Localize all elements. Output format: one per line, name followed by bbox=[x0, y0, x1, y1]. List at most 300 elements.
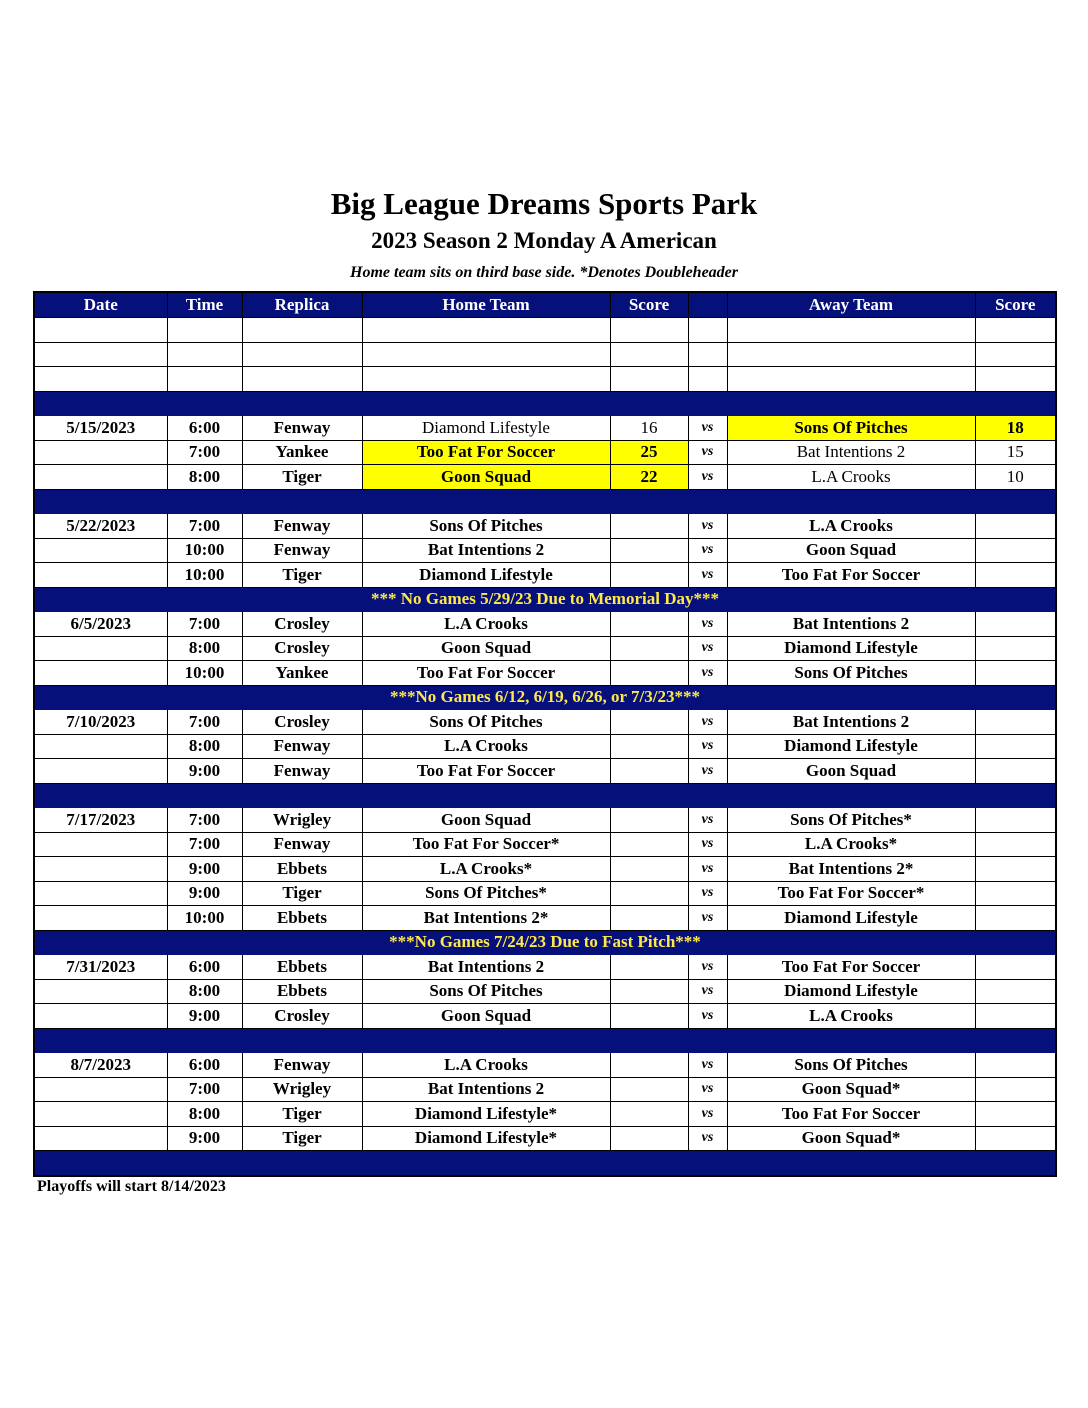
col-home-score: Score bbox=[610, 292, 688, 318]
away-team: Too Fat For Soccer bbox=[727, 955, 975, 980]
game-time: 10:00 bbox=[167, 563, 242, 588]
vs-label: vs bbox=[688, 808, 727, 833]
home-team: Bat Intentions 2 bbox=[362, 538, 610, 563]
home-score bbox=[610, 538, 688, 563]
game-time: 7:00 bbox=[167, 808, 242, 833]
game-time: 9:00 bbox=[167, 881, 242, 906]
home-team: Sons Of Pitches bbox=[362, 710, 610, 735]
game-replica: Yankee bbox=[242, 661, 362, 686]
vs-label: vs bbox=[688, 832, 727, 857]
game-time: 6:00 bbox=[167, 1053, 242, 1078]
game-date bbox=[34, 1077, 167, 1102]
game-row bbox=[34, 1004, 1056, 1029]
game-time: 8:00 bbox=[167, 1102, 242, 1127]
game-replica: Fenway bbox=[242, 734, 362, 759]
separator-cell bbox=[242, 1151, 362, 1176]
game-replica: Fenway bbox=[242, 538, 362, 563]
no-games-notice: ***No Games 6/12, 6/19, 6/26, or 7/3/23*** bbox=[34, 685, 1056, 710]
separator-cell bbox=[975, 783, 1056, 808]
game-replica: Tiger bbox=[242, 563, 362, 588]
vs-label: vs bbox=[688, 1126, 727, 1151]
game-date bbox=[34, 465, 167, 490]
away-score bbox=[975, 661, 1056, 686]
vs-label: vs bbox=[688, 1102, 727, 1127]
home-team: L.A Crooks bbox=[362, 1053, 610, 1078]
away-team: Diamond Lifestyle bbox=[727, 979, 975, 1004]
separator-cell bbox=[34, 489, 167, 514]
separator-cell bbox=[242, 489, 362, 514]
game-time: 6:00 bbox=[167, 955, 242, 980]
vs-label: vs bbox=[688, 514, 727, 539]
separator-cell bbox=[242, 1028, 362, 1053]
separator-cell bbox=[362, 1028, 610, 1053]
away-team: L.A Crooks bbox=[727, 514, 975, 539]
home-score bbox=[610, 979, 688, 1004]
home-score bbox=[610, 661, 688, 686]
game-date: 8/7/2023 bbox=[34, 1053, 167, 1078]
game-date: 6/5/2023 bbox=[34, 612, 167, 637]
separator-cell bbox=[610, 391, 688, 416]
separator-row bbox=[34, 1151, 1056, 1176]
empty-cell bbox=[688, 342, 727, 367]
game-date bbox=[34, 1004, 167, 1029]
page-title: Big League Dreams Sports Park bbox=[330, 186, 758, 221]
empty-cell bbox=[362, 318, 610, 343]
separator-cell bbox=[167, 783, 242, 808]
game-replica: Tiger bbox=[242, 881, 362, 906]
vs-label: vs bbox=[688, 734, 727, 759]
game-row bbox=[34, 514, 1056, 539]
game-row bbox=[34, 661, 1056, 686]
away-team: Goon Squad bbox=[727, 538, 975, 563]
away-score bbox=[975, 1077, 1056, 1102]
game-date bbox=[34, 881, 167, 906]
game-row bbox=[34, 1053, 1056, 1078]
empty-cell bbox=[362, 367, 610, 392]
blank-row bbox=[34, 367, 1056, 392]
game-replica: Crosley bbox=[242, 636, 362, 661]
game-date bbox=[34, 979, 167, 1004]
home-score: 22 bbox=[610, 465, 688, 490]
separator-cell bbox=[167, 1151, 242, 1176]
away-score bbox=[975, 881, 1056, 906]
empty-cell bbox=[975, 367, 1056, 392]
no-games-notice: *** No Games 5/29/23 Due to Memorial Day*** bbox=[34, 587, 1056, 612]
separator-cell bbox=[362, 1151, 610, 1176]
home-team: Diamond Lifestyle* bbox=[362, 1126, 610, 1151]
empty-cell bbox=[610, 318, 688, 343]
away-team: L.A Crooks bbox=[727, 465, 975, 490]
separator-row bbox=[34, 685, 1056, 710]
game-time: 7:00 bbox=[167, 710, 242, 735]
empty-cell bbox=[727, 342, 975, 367]
home-score bbox=[610, 636, 688, 661]
empty-cell bbox=[34, 342, 167, 367]
home-team: Diamond Lifestyle* bbox=[362, 1102, 610, 1127]
away-score bbox=[975, 1004, 1056, 1029]
home-score bbox=[610, 955, 688, 980]
game-time: 7:00 bbox=[167, 514, 242, 539]
vs-label: vs bbox=[688, 661, 727, 686]
col-away-score: Score bbox=[975, 292, 1056, 318]
home-score: 16 bbox=[610, 416, 688, 441]
away-team: Sons Of Pitches* bbox=[727, 808, 975, 833]
vs-label: vs bbox=[688, 906, 727, 931]
game-time: 10:00 bbox=[167, 538, 242, 563]
away-team: Sons Of Pitches bbox=[727, 1053, 975, 1078]
game-time: 8:00 bbox=[167, 636, 242, 661]
game-row bbox=[34, 465, 1056, 490]
home-team: Goon Squad bbox=[362, 1004, 610, 1029]
home-team: L.A Crooks* bbox=[362, 857, 610, 882]
game-date: 5/22/2023 bbox=[34, 514, 167, 539]
game-date bbox=[34, 661, 167, 686]
game-date bbox=[34, 1102, 167, 1127]
away-score bbox=[975, 906, 1056, 931]
separator-cell bbox=[242, 391, 362, 416]
empty-cell bbox=[34, 318, 167, 343]
away-score bbox=[975, 636, 1056, 661]
home-team: Too Fat For Soccer bbox=[362, 661, 610, 686]
blank-row bbox=[34, 342, 1056, 367]
page-subtitle: 2023 Season 2 Monday A American bbox=[371, 228, 717, 253]
away-team: L.A Crooks bbox=[727, 1004, 975, 1029]
game-replica: Fenway bbox=[242, 514, 362, 539]
game-date bbox=[34, 832, 167, 857]
game-time: 8:00 bbox=[167, 734, 242, 759]
empty-cell bbox=[167, 367, 242, 392]
away-team: Diamond Lifestyle bbox=[727, 734, 975, 759]
separator-row bbox=[34, 783, 1056, 808]
vs-label: vs bbox=[688, 979, 727, 1004]
game-time: 6:00 bbox=[167, 416, 242, 441]
vs-label: vs bbox=[688, 465, 727, 490]
empty-cell bbox=[975, 318, 1056, 343]
game-row bbox=[34, 1126, 1056, 1151]
vs-label: vs bbox=[688, 1004, 727, 1029]
game-date bbox=[34, 1126, 167, 1151]
home-team: L.A Crooks bbox=[362, 734, 610, 759]
game-time: 10:00 bbox=[167, 661, 242, 686]
separator-cell bbox=[688, 1151, 727, 1176]
home-score bbox=[610, 857, 688, 882]
separator-row bbox=[34, 1028, 1056, 1053]
away-score: 15 bbox=[975, 440, 1056, 465]
away-score bbox=[975, 808, 1056, 833]
game-row bbox=[34, 563, 1056, 588]
empty-cell bbox=[688, 318, 727, 343]
game-replica: Ebbets bbox=[242, 955, 362, 980]
separator-cell bbox=[34, 1151, 167, 1176]
separator-cell bbox=[167, 489, 242, 514]
game-replica: Tiger bbox=[242, 1102, 362, 1127]
game-replica: Fenway bbox=[242, 832, 362, 857]
home-score bbox=[610, 612, 688, 637]
vs-label: vs bbox=[688, 538, 727, 563]
home-score bbox=[610, 514, 688, 539]
game-replica: Crosley bbox=[242, 1004, 362, 1029]
separator-cell bbox=[34, 391, 167, 416]
game-time: 7:00 bbox=[167, 440, 242, 465]
separator-cell bbox=[362, 391, 610, 416]
game-replica: Fenway bbox=[242, 1053, 362, 1078]
away-score bbox=[975, 759, 1056, 784]
home-score bbox=[610, 1004, 688, 1029]
separator-cell bbox=[688, 783, 727, 808]
game-date bbox=[34, 734, 167, 759]
home-score bbox=[610, 832, 688, 857]
col-replica: Replica bbox=[242, 292, 362, 318]
game-date bbox=[34, 636, 167, 661]
game-replica: Ebbets bbox=[242, 857, 362, 882]
separator-cell bbox=[167, 1028, 242, 1053]
separator-cell bbox=[362, 783, 610, 808]
away-team: Goon Squad* bbox=[727, 1077, 975, 1102]
col-home-team: Home Team bbox=[362, 292, 610, 318]
game-row bbox=[34, 857, 1056, 882]
home-team: Sons Of Pitches* bbox=[362, 881, 610, 906]
home-score bbox=[610, 1077, 688, 1102]
game-replica: Wrigley bbox=[242, 808, 362, 833]
game-replica: Tiger bbox=[242, 1126, 362, 1151]
away-score bbox=[975, 1126, 1056, 1151]
empty-cell bbox=[610, 342, 688, 367]
away-team: Bat Intentions 2* bbox=[727, 857, 975, 882]
game-date: 7/10/2023 bbox=[34, 710, 167, 735]
home-team: Goon Squad bbox=[362, 808, 610, 833]
col-away-team: Away Team bbox=[727, 292, 975, 318]
game-row bbox=[34, 832, 1056, 857]
col-date: Date bbox=[34, 292, 167, 318]
col-vs bbox=[688, 292, 727, 318]
empty-cell bbox=[242, 342, 362, 367]
game-time: 7:00 bbox=[167, 1077, 242, 1102]
away-score bbox=[975, 710, 1056, 735]
game-replica: Fenway bbox=[242, 416, 362, 441]
game-row bbox=[34, 734, 1056, 759]
empty-cell bbox=[688, 367, 727, 392]
game-date: 7/17/2023 bbox=[34, 808, 167, 833]
game-time: 7:00 bbox=[167, 612, 242, 637]
home-team: Bat Intentions 2 bbox=[362, 955, 610, 980]
game-time: 9:00 bbox=[167, 1004, 242, 1029]
game-row bbox=[34, 955, 1056, 980]
separator-cell bbox=[610, 1151, 688, 1176]
game-row bbox=[34, 538, 1056, 563]
away-score bbox=[975, 734, 1056, 759]
separator-row bbox=[34, 391, 1056, 416]
away-team: Bat Intentions 2 bbox=[727, 612, 975, 637]
vs-label: vs bbox=[688, 612, 727, 637]
no-games-notice: ***No Games 7/24/23 Due to Fast Pitch*** bbox=[34, 930, 1056, 955]
game-date bbox=[34, 906, 167, 931]
vs-label: vs bbox=[688, 440, 727, 465]
home-score bbox=[610, 1126, 688, 1151]
separator-cell bbox=[727, 391, 975, 416]
game-replica: Ebbets bbox=[242, 906, 362, 931]
home-score bbox=[610, 808, 688, 833]
game-date bbox=[34, 857, 167, 882]
game-time: 8:00 bbox=[167, 979, 242, 1004]
home-team: Too Fat For Soccer* bbox=[362, 832, 610, 857]
game-date bbox=[34, 563, 167, 588]
home-team: Sons Of Pitches bbox=[362, 514, 610, 539]
home-team: Diamond Lifestyle bbox=[362, 563, 610, 588]
away-team: Sons Of Pitches bbox=[727, 661, 975, 686]
game-date bbox=[34, 759, 167, 784]
game-time: 8:00 bbox=[167, 465, 242, 490]
empty-cell bbox=[727, 318, 975, 343]
away-score bbox=[975, 979, 1056, 1004]
game-date: 5/15/2023 bbox=[34, 416, 167, 441]
schedule-table bbox=[33, 291, 1057, 1177]
home-team: Goon Squad bbox=[362, 465, 610, 490]
game-replica: Crosley bbox=[242, 710, 362, 735]
vs-label: vs bbox=[688, 857, 727, 882]
game-row bbox=[34, 881, 1056, 906]
vs-label: vs bbox=[688, 955, 727, 980]
game-replica: Fenway bbox=[242, 759, 362, 784]
separator-cell bbox=[688, 489, 727, 514]
home-score: 25 bbox=[610, 440, 688, 465]
blank-row bbox=[34, 318, 1056, 343]
game-replica: Ebbets bbox=[242, 979, 362, 1004]
home-score bbox=[610, 1102, 688, 1127]
separator-cell bbox=[610, 783, 688, 808]
empty-cell bbox=[727, 367, 975, 392]
away-score bbox=[975, 955, 1056, 980]
game-time: 7:00 bbox=[167, 832, 242, 857]
empty-cell bbox=[242, 318, 362, 343]
home-team: Too Fat For Soccer bbox=[362, 440, 610, 465]
away-score bbox=[975, 612, 1056, 637]
home-team: Bat Intentions 2* bbox=[362, 906, 610, 931]
header-row bbox=[34, 292, 1056, 318]
empty-cell bbox=[167, 318, 242, 343]
game-time: 9:00 bbox=[167, 857, 242, 882]
home-score bbox=[610, 734, 688, 759]
game-row bbox=[34, 636, 1056, 661]
game-replica: Crosley bbox=[242, 612, 362, 637]
home-score bbox=[610, 759, 688, 784]
schedule-body bbox=[34, 318, 1056, 1176]
home-score bbox=[610, 906, 688, 931]
home-team: Bat Intentions 2 bbox=[362, 1077, 610, 1102]
game-replica: Tiger bbox=[242, 465, 362, 490]
vs-label: vs bbox=[688, 881, 727, 906]
home-team: Diamond Lifestyle bbox=[362, 416, 610, 441]
away-score bbox=[975, 832, 1056, 857]
vs-label: vs bbox=[688, 563, 727, 588]
game-row bbox=[34, 416, 1056, 441]
away-score bbox=[975, 857, 1056, 882]
away-score bbox=[975, 538, 1056, 563]
separator-cell bbox=[242, 783, 362, 808]
game-row bbox=[34, 1077, 1056, 1102]
empty-cell bbox=[362, 342, 610, 367]
empty-cell bbox=[34, 367, 167, 392]
away-score bbox=[975, 563, 1056, 588]
game-date: 7/31/2023 bbox=[34, 955, 167, 980]
away-team: L.A Crooks* bbox=[727, 832, 975, 857]
separator-cell bbox=[167, 391, 242, 416]
game-replica: Yankee bbox=[242, 440, 362, 465]
separator-cell bbox=[975, 1151, 1056, 1176]
playoffs-note: Playoffs will start 8/14/2023 bbox=[37, 1178, 226, 1195]
away-team: Diamond Lifestyle bbox=[727, 906, 975, 931]
game-time: 10:00 bbox=[167, 906, 242, 931]
game-row bbox=[34, 710, 1056, 735]
separator-cell bbox=[727, 489, 975, 514]
separator-cell bbox=[34, 783, 167, 808]
separator-row bbox=[34, 587, 1056, 612]
separator-cell bbox=[727, 1151, 975, 1176]
separator-cell bbox=[34, 1028, 167, 1053]
vs-label: vs bbox=[688, 1053, 727, 1078]
empty-cell bbox=[610, 367, 688, 392]
game-replica: Wrigley bbox=[242, 1077, 362, 1102]
separator-cell bbox=[688, 1028, 727, 1053]
game-row bbox=[34, 808, 1056, 833]
home-team: Too Fat For Soccer bbox=[362, 759, 610, 784]
separator-row bbox=[34, 489, 1056, 514]
empty-cell bbox=[242, 367, 362, 392]
separator-cell bbox=[727, 1028, 975, 1053]
home-team: Goon Squad bbox=[362, 636, 610, 661]
away-score bbox=[975, 514, 1056, 539]
game-row bbox=[34, 1102, 1056, 1127]
separator-cell bbox=[975, 391, 1056, 416]
vs-label: vs bbox=[688, 1077, 727, 1102]
away-team: Sons Of Pitches bbox=[727, 416, 975, 441]
game-time: 9:00 bbox=[167, 1126, 242, 1151]
away-team: Goon Squad* bbox=[727, 1126, 975, 1151]
home-score bbox=[610, 881, 688, 906]
vs-label: vs bbox=[688, 416, 727, 441]
away-team: Too Fat For Soccer bbox=[727, 1102, 975, 1127]
vs-label: vs bbox=[688, 636, 727, 661]
away-team: Too Fat For Soccer* bbox=[727, 881, 975, 906]
away-team: Bat Intentions 2 bbox=[727, 440, 975, 465]
game-date bbox=[34, 538, 167, 563]
empty-cell bbox=[167, 342, 242, 367]
game-row bbox=[34, 979, 1056, 1004]
separator-cell bbox=[975, 1028, 1056, 1053]
game-row bbox=[34, 906, 1056, 931]
game-row bbox=[34, 759, 1056, 784]
game-date bbox=[34, 440, 167, 465]
home-team: L.A Crooks bbox=[362, 612, 610, 637]
vs-label: vs bbox=[688, 710, 727, 735]
away-team: Diamond Lifestyle bbox=[727, 636, 975, 661]
away-team: Too Fat For Soccer bbox=[727, 563, 975, 588]
separator-cell bbox=[362, 489, 610, 514]
empty-cell bbox=[975, 342, 1056, 367]
home-score bbox=[610, 1053, 688, 1078]
schedule-note: Home team sits on third base side. *Denotes Doubleheader bbox=[350, 264, 738, 281]
separator-cell bbox=[610, 1028, 688, 1053]
separator-cell bbox=[610, 489, 688, 514]
col-time: Time bbox=[167, 292, 242, 318]
away-team: Bat Intentions 2 bbox=[727, 710, 975, 735]
away-team: Goon Squad bbox=[727, 759, 975, 784]
separator-cell bbox=[975, 489, 1056, 514]
home-score bbox=[610, 710, 688, 735]
home-score bbox=[610, 563, 688, 588]
game-row bbox=[34, 612, 1056, 637]
game-time: 9:00 bbox=[167, 759, 242, 784]
game-row bbox=[34, 440, 1056, 465]
